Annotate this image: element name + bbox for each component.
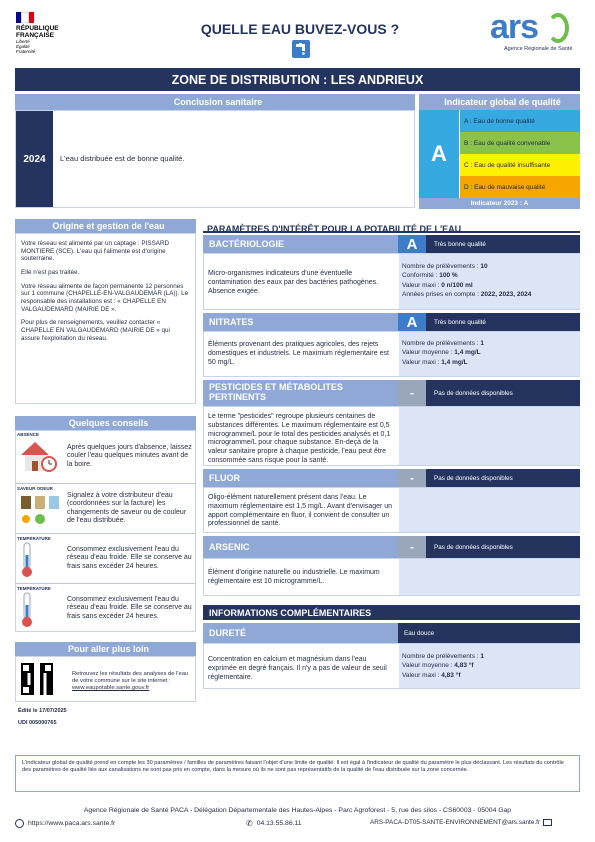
pesticides-stats	[399, 407, 580, 465]
page-title: QUELLE EAU BUVEZ-VOUS ?	[200, 21, 400, 37]
advice-text-temp2: Consommez exclusivement l'eau du réseau d'eau froide. Elle se conserve au frais sans excéder 24 heures.	[67, 596, 192, 620]
phone-icon: ✆	[246, 819, 253, 828]
params-header	[203, 219, 580, 233]
gov-logo	[16, 12, 76, 60]
durete-label-bar	[398, 623, 580, 643]
conclusion-text: L'eau distribuée est de bonne qualité.	[60, 154, 185, 163]
zone-title: ZONE DE DISTRIBUTION : LES ANDRIEUX	[171, 72, 424, 87]
gov-logo-line2: FRANÇAISE	[16, 32, 54, 40]
fluor-body	[203, 487, 580, 533]
origin-p4: Pour plus de renseignements, veuillez contacter « CHAPELLE EN VALGAUDEMARD (MAIRIE DE » qui assure l'exploitation du réseau.	[21, 319, 170, 342]
durete-desc: Concentration en calcium et magnésium dans l'eau exprimée en degré français. Il n'y a pas de valeur de seuil réglementaire.	[208, 656, 387, 681]
footer-website[interactable]: https://www.paca.ars.sante.fr	[28, 820, 116, 827]
origin-header-label: Origine et gestion de l'eau	[52, 221, 165, 231]
origin-p3: Votre réseau alimente de façon permanente 12 personnes sur 1 commune (CHAPELLE-EN-VALGAUDEMAR (LA)). Le responsable des installations est : « CHAPELLE EN VALGAUDEMARD (MAIRIE DE ».	[21, 282, 189, 313]
further-header	[15, 642, 196, 656]
footer-email[interactable]: ARS-PACA-DT05-SANTE-ENVIRONNEMENT@ars.sante.fr	[370, 819, 541, 826]
bacterio-s2-value: 100 %	[439, 272, 458, 280]
advice-tag-absence: ABSENCE	[17, 432, 40, 437]
edited-date: Édité le 17/07/2025	[18, 708, 67, 714]
pesticides-grade-box	[398, 380, 426, 406]
pesticides-title-bar	[203, 380, 398, 406]
bacterio-grade-label: Très bonne qualité	[434, 240, 486, 248]
gov-logo-line1: RÉPUBLIQUE	[16, 25, 59, 32]
legend-d: D : Eau de mauvaise qualité	[460, 176, 580, 198]
advice-item-absence	[15, 430, 196, 482]
ars-logo-sub: Agence Régionale de Santé	[504, 46, 573, 52]
origin-header	[15, 219, 196, 233]
qr-code-icon[interactable]	[21, 663, 53, 695]
durete-s1-label: Nombre de prélèvements :	[402, 653, 481, 660]
advice-header-label: Quelques conseils	[68, 418, 149, 428]
globe-icon	[15, 819, 24, 828]
bacterio-desc: Micro-organismes indicateurs d'une éventuelle contamination des eaux par des bactéries pathogènes. Absence exigée.	[208, 270, 379, 295]
footer-phone[interactable]: 04.13.55.86.11	[256, 820, 302, 827]
nitrates-s1-value: 1	[480, 340, 485, 347]
durete-title-bar	[203, 623, 398, 643]
fluor-grade-box	[398, 469, 426, 487]
advice-tag-temp2: TEMPÉRATURE	[17, 586, 51, 591]
quality-grade: A	[431, 141, 447, 166]
ars-logo	[490, 10, 580, 56]
durete-stats	[399, 644, 580, 688]
origin-p1: Votre réseau est alimenté par un captage : PISSARD MONTIERE (SCE). L'eau qui l'alimente est d'origine souterraine.	[21, 240, 170, 263]
advice-text-temp1: Consommez exclusivement l'eau du réseau d'eau froide. Elle se conserve au frais sans excéder 24 heures.	[67, 546, 192, 570]
arsenic-title: ARSENIC	[209, 542, 250, 552]
advice-item-saveur	[15, 484, 196, 534]
footer-email-group[interactable]	[370, 819, 552, 826]
nitrates-s2-value: 1,4 mg/L	[454, 349, 481, 357]
bacterio-s3-value: 0 n/100 ml	[441, 281, 473, 289]
origin-box	[15, 233, 196, 404]
tap-icon	[292, 40, 310, 58]
legend-a: A : Eau de bonne qualité	[460, 110, 580, 132]
nitrates-grade: A	[406, 313, 418, 331]
thermometer-icon	[17, 536, 67, 590]
quality-note	[15, 755, 580, 792]
info-header-label: INFORMATIONS COMPLÉMENTAIRES	[209, 607, 372, 618]
pesticides-body	[203, 406, 580, 466]
legend-b: B : Eau de qualité convenable	[460, 132, 580, 154]
pesticides-desc: Le terme "pesticides" regroupe plusieurs centaines de substances différentes. Le maximum réglementaire est 0,5 microgramme/L pour le total des pesticides analysés et 0,1 microgramme/L pour chaque substance. En-deçà de la valeur sanitaire propre à chaque pesticide, l'eau peut être consommée sans risque pour la santé.	[208, 413, 391, 464]
durete-title: DURETÉ	[209, 628, 247, 638]
legend-c: C : Eau de qualité insuffisante	[460, 154, 580, 176]
conclusion-year-cell	[16, 111, 53, 207]
arsenic-grade: -	[410, 540, 414, 554]
bacterio-s4-label: Années prises en compte :	[402, 291, 481, 299]
bacterio-s4-value: 2022, 2023, 2024	[480, 291, 532, 299]
fluor-title: FLUOR	[209, 473, 240, 483]
footer-agency: Agence Régionale de Santé PACA - Délégation Départementale des Hautes-Alpes - Parc Agroforest - 5, rue des silos - CS60003 - 05004 Gap	[83, 807, 512, 814]
advice-text-absence: Après quelques jours d'absence, laissez couler l'eau quelques minutes avant de la boire.	[67, 444, 192, 468]
arsenic-stats	[399, 559, 580, 595]
bacterio-grade: A	[406, 235, 418, 253]
arsenic-grade-label-bar	[426, 536, 580, 558]
fluor-stats	[399, 488, 580, 532]
footer-phone-group[interactable]	[246, 819, 302, 828]
durete-s3-value: 4,83 °f	[441, 671, 461, 679]
durete-body	[203, 643, 580, 689]
quality-header	[419, 94, 580, 110]
bacterio-title-bar	[203, 235, 398, 253]
ars-logo-text: ars	[490, 8, 539, 46]
durete-s3-label: Valeur maxi :	[402, 671, 442, 679]
house-clock-icon	[17, 432, 67, 486]
advice-header	[15, 416, 196, 430]
nitrates-desc: Éléments provenant des pratiques agricoles, des rejets domestiques et industriels. Le maximum réglementaire est 50 mg/L.	[208, 341, 389, 366]
zone-banner	[15, 68, 580, 91]
advice-text-saveur: Signalez à votre distributeur d'eau (coordonnées sur la facture) les changements de saveur ou de couleur de l'eau distribuée.	[67, 492, 187, 525]
further-link[interactable]: www.eaupotable.sante.gouv.fr	[72, 685, 150, 692]
durete-s2-value: 4,83 °f	[454, 662, 474, 670]
gov-motto: Liberté Égalité Fraternité	[16, 39, 36, 55]
durete-label: Eau douce	[404, 629, 435, 637]
arsenic-body	[203, 558, 580, 596]
nitrates-s1-label: Nombre de prélèvements :	[402, 340, 481, 347]
mail-icon	[543, 819, 552, 826]
nitrates-s3-value: 1,4 mg/L	[441, 358, 468, 366]
nitrates-grade-label: Très bonne qualité	[434, 318, 486, 326]
durete-s1-value: 1	[480, 653, 485, 660]
bacterio-s2-label: Conformité :	[402, 272, 440, 280]
bacterio-stats	[399, 254, 580, 309]
conclusion-year: 2024	[23, 153, 46, 165]
advice-item-temp1	[15, 534, 196, 582]
arsenic-grade-label: Pas de données disponibles	[434, 543, 513, 551]
nitrates-s2-label: Valeur moyenne :	[402, 349, 455, 357]
advice-item-temp2	[15, 584, 196, 632]
marianne-icon	[16, 12, 34, 23]
footer-website-group[interactable]	[15, 819, 115, 828]
nitrates-grade-label-bar	[426, 313, 580, 331]
quality-note-text: L'indicateur global de qualité prend en compte les 30 paramètres / familles de paramètres faisant l'objet d'une limite de qualité. Il est égal à l'indicateur de qualité du paramètre le plus déclassant. Les résultats du contrôle des paramètres de qualité liés aux canalisations ne sont pas pris en compte, dans la mesure où ils ne sont pas représentatifs de la qualité de l'eau distribuée sur la zone concernée.	[22, 760, 564, 773]
origin-p2: Elle n'est pas traitée.	[21, 269, 80, 277]
pesticides-grade: -	[410, 386, 414, 400]
params-header-label: PARAMÈTRES D'INTÉRÊT POUR LA POTABILITÉ DE L'EAU	[207, 224, 462, 234]
nitrates-body	[203, 331, 580, 377]
arsenic-grade-box	[398, 536, 426, 558]
bacterio-s3-label: Valeur maxi :	[402, 281, 442, 289]
nitrates-title: NITRATES	[209, 317, 254, 327]
arsenic-desc: Élément d'origine naturelle ou industrielle. Le maximum réglementaire est 10 microgramme/L.	[208, 569, 380, 585]
glasses-icon	[17, 486, 67, 540]
conclusion-header-label: Conclusion sanitaire	[173, 97, 263, 107]
bacterio-s1-label: Nombre de prélèvements :	[402, 263, 481, 270]
thermometer-icon	[17, 586, 67, 640]
info-header	[203, 605, 580, 620]
fluor-title-bar	[203, 469, 398, 487]
quality-footer	[419, 198, 580, 209]
further-text: Retrouvez les résultats des analyses de l'eau de votre commune sur le site internet :	[72, 671, 189, 685]
conclusion-header	[15, 94, 415, 110]
bacterio-s1-value: 10	[480, 263, 488, 270]
durete-s2-label: Valeur moyenne :	[402, 662, 455, 670]
bacterio-body	[203, 253, 580, 310]
quality-grade-box	[419, 110, 459, 198]
fluor-grade-label-bar	[426, 469, 580, 487]
nitrates-s3-label: Valeur maxi :	[402, 358, 442, 366]
further-header-label: Pour aller plus loin	[67, 644, 149, 654]
pesticides-grade-label: Pas de données disponibles	[434, 389, 513, 397]
udi-code: UDI 005000765	[18, 720, 57, 726]
pesticides-title: PESTICIDES ET MÉTABOLITES PERTINENTS	[209, 382, 343, 402]
conclusion-box	[15, 110, 415, 208]
bacterio-title: BACTÉRIOLOGIE	[209, 239, 285, 249]
fluor-grade-label: Pas de données disponibles	[434, 474, 513, 482]
nitrates-stats	[399, 332, 580, 376]
advice-tag-saveur: SAVEUR ODEUR	[17, 486, 53, 491]
bacterio-grade-box	[398, 235, 426, 253]
nitrates-title-bar	[203, 313, 398, 331]
fluor-desc: Oligo-élément naturellement présent dans l'eau. Le maximum réglementaire est 1,5 mg/L. Avant d'envisager un apport complémentaire en fluor, il convient de consulter un professionnel de santé.	[208, 494, 393, 528]
further-box	[15, 656, 196, 702]
quality-legend	[460, 110, 580, 198]
nitrates-grade-box	[398, 313, 426, 331]
fluor-grade: -	[410, 471, 414, 485]
quality-footer-label: Indicateur 2023 : A	[470, 200, 529, 207]
arsenic-title-bar	[203, 536, 398, 558]
bacterio-grade-label-bar	[426, 235, 580, 253]
pesticides-grade-label-bar	[426, 380, 580, 406]
quality-header-label: Indicateur global de qualité	[444, 97, 561, 107]
advice-tag-temp1: TEMPÉRATURE	[17, 536, 51, 541]
